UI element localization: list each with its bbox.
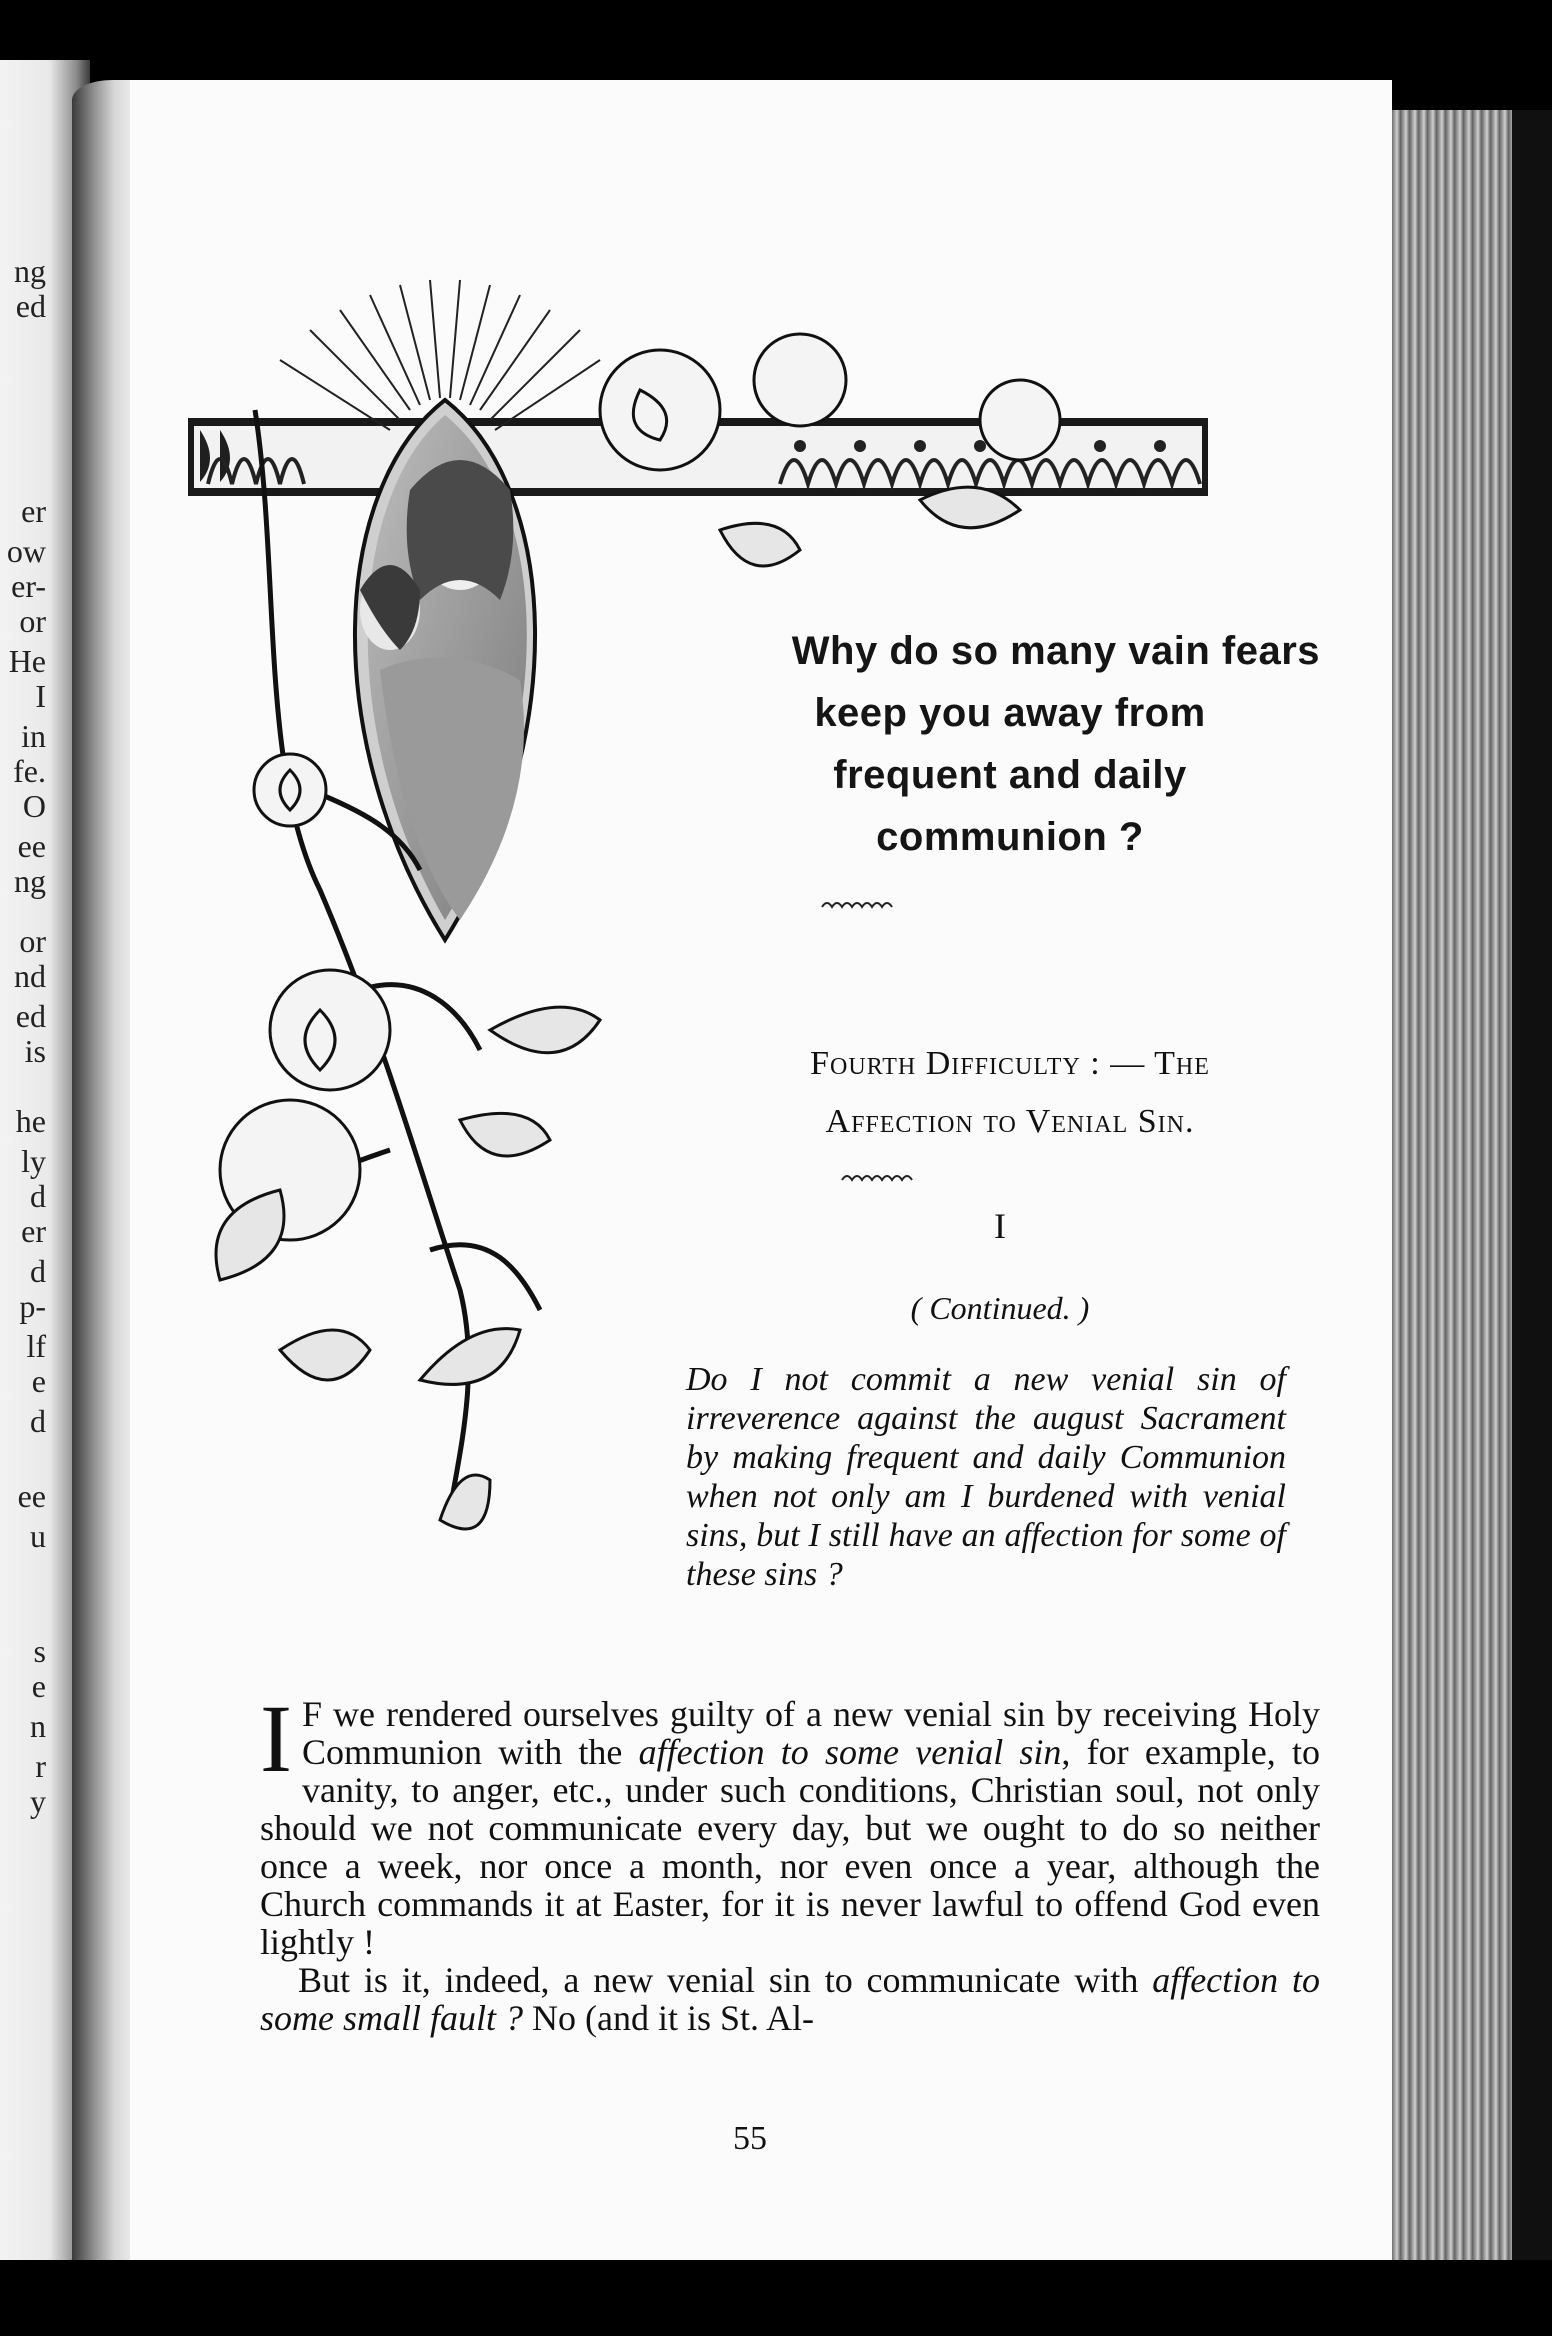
chapter-title — [700, 620, 1320, 868]
left-page-fragment: e — [31, 1363, 46, 1399]
left-page-fragment: I — [35, 678, 46, 714]
left-page-text-fragments — [0, 60, 70, 2260]
paragraph-2-text-b: No (and it is St. Al- — [523, 1998, 815, 2038]
left-page-fragment: ly — [21, 1143, 46, 1179]
drop-cap: I — [260, 1685, 292, 1792]
left-page-fragment: ng — [14, 253, 46, 289]
title-line-4: communion ? — [876, 815, 1144, 859]
title-line-3: frequent and daily — [833, 753, 1187, 797]
left-page-fragment: fe. — [13, 753, 46, 789]
section-subhead — [690, 1035, 1330, 1151]
subhead-line-1: Fourth Difficulty : — The — [810, 1045, 1210, 1082]
left-page-fragment: O — [22, 788, 46, 824]
left-page-fragment: s — [33, 1633, 46, 1669]
subhead-line-2: Affection to Venial Sin. — [825, 1103, 1195, 1140]
page-edges — [1392, 110, 1512, 2260]
paragraph-2 — [260, 1961, 1320, 2037]
left-page-fragment: d — [30, 1403, 46, 1439]
body-text — [260, 1685, 1321, 2038]
left-page-fragment: d — [30, 1178, 46, 1214]
section-numeral: I — [994, 1206, 1006, 1246]
left-page-fragment: ow — [6, 533, 46, 569]
paragraph-1 — [260, 1685, 1320, 1962]
left-page-fragment: in — [21, 718, 46, 754]
left-page-fragment: ee — [17, 828, 46, 864]
left-page-fragment: ee — [17, 1478, 46, 1514]
left-page-fragment: r — [35, 1748, 46, 1784]
left-page-fragment: or — [19, 923, 46, 959]
question-paragraph: Do I not commit a new venial sin of irreverence against the august Sacrament by making frequent and daily Communion when not only am I burdened with venial sins, but I still have an affection for some of these sins ? — [686, 1361, 1286, 1593]
title-line-1: Why do so many vain fears — [791, 629, 1320, 673]
left-page-fragment: er — [21, 1213, 46, 1249]
left-page-fragment: is — [24, 1033, 46, 1069]
left-page-fragment: he — [15, 1103, 46, 1139]
left-page-fragment: e — [31, 1668, 46, 1704]
paragraph-2-text-a: But is it, indeed, a new venial sin to communicate with — [298, 1960, 1153, 2000]
left-page-fragment: p- — [19, 1288, 46, 1324]
left-page-fragment: lf — [26, 1328, 46, 1364]
divider-squiggle-1 — [820, 897, 900, 911]
left-page-fragment: ng — [14, 863, 46, 899]
title-line-2: keep you away from — [814, 691, 1206, 735]
left-page-fragment: ed — [15, 998, 46, 1034]
left-page-fragment: d — [30, 1253, 46, 1289]
left-page-fragment: He — [8, 643, 46, 679]
paragraph-1-text-a: F we rendered ourselves guilty of a new venial sin by receiving Holy Communion with the — [301, 1694, 1320, 1772]
page-number: 55 — [733, 2120, 767, 2157]
left-page-fragment: u — [30, 1518, 46, 1554]
paragraph-2-emphasis: affection to some small fault ? — [260, 1960, 1321, 2038]
left-page-fragment: er — [21, 493, 46, 529]
divider-squiggle-2 — [840, 1170, 920, 1184]
left-page-fragment: or — [19, 603, 46, 639]
left-page-fragment: nd — [14, 958, 46, 994]
left-page-fragment: er- — [11, 568, 46, 604]
paragraph-1-emphasis: affection to some venial sin — [638, 1732, 1062, 1772]
paragraph-1-text-b: , for example, to vanity, to anger, etc., under such conditions, Christian soul, not only should we not communicate every day, but we ought to do so neither once a week, nor once a month, nor even once a year, although the Church commands it at Easter, for it is never lawful to offend God even lightly ! — [260, 1732, 1320, 1962]
left-page-fragment: y — [30, 1783, 46, 1819]
book-page — [130, 80, 1392, 2260]
left-page-fragment: n — [30, 1708, 46, 1744]
left-page-fragment: ed — [15, 288, 46, 324]
continued-label: ( Continued. ) — [910, 1290, 1090, 1326]
